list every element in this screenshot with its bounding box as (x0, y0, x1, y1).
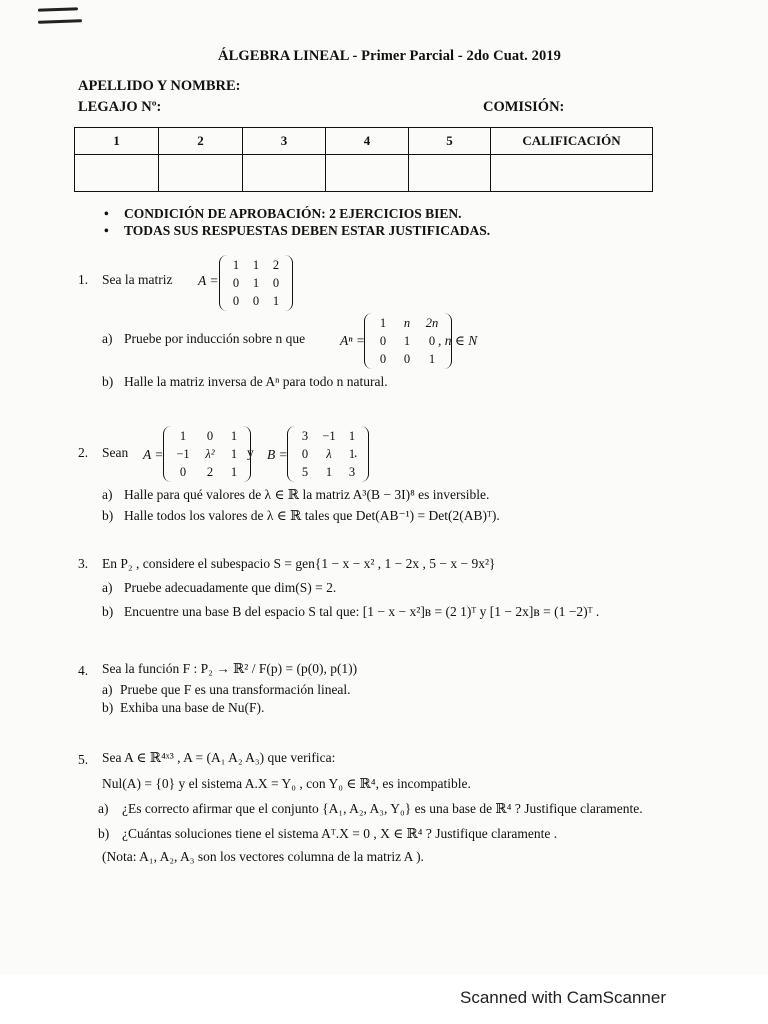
grade-header-4: 4 (326, 128, 409, 155)
exercise-5-note: (Nota: A₁, A₂, A₃ son los vectores columna de la matriz A ). (102, 849, 424, 864)
exercise-2-number: 2. (78, 445, 89, 460)
exercise-3a-label: a) (102, 580, 113, 595)
exercise-1-intro: Sea la matriz (102, 272, 173, 287)
exercise-1a-label: a) (102, 331, 113, 346)
exercise-4b-label: b) (102, 700, 114, 715)
exercise-2-dot: . (354, 445, 358, 460)
matrix-a-ex2: 1 0 1 −1 λ² 1 0 2 1 (163, 426, 251, 482)
exercise-5b-label: b) (98, 826, 110, 841)
score-cell-4 (326, 155, 409, 192)
exercise-1b-label: b) (102, 374, 114, 389)
matrix-a-power-n: 1 n 2n 0 1 0 0 0 1 (364, 313, 452, 369)
staple-mark (38, 7, 78, 11)
grade-table (74, 127, 653, 192)
staple-mark (38, 19, 82, 24)
grade-header-5: 5 (409, 128, 491, 155)
exercise-3a-text: Pruebe adecuadamente que dim(S) = 2. (124, 580, 337, 595)
exercise-2-connector: y (247, 445, 254, 460)
exercise-4a-label: a) (102, 682, 113, 697)
exercise-3b-text: Encuentre una base B del espacio S tal que: [1 − x − x²]ʙ = (2 1)ᵀ y [1 − 2x]ʙ = (1 −2)ᵀ . (124, 604, 600, 619)
apellido-label: APELLIDO Y NOMBRE: (78, 78, 241, 94)
grade-header-3: 3 (243, 128, 326, 155)
exercise-4-number: 4. (78, 663, 89, 678)
grade-table-header-row (75, 128, 653, 155)
comision-label: COMISIÓN: (483, 99, 565, 115)
camscanner-watermark: Scanned with CamScanner (460, 988, 667, 1007)
exam-title: ÁLGEBRA LINEAL - Primer Parcial - 2do Cuat. 2019 (218, 48, 562, 64)
exercise-2a-label: a) (102, 487, 113, 502)
exercise-2b-text: Halle todos los valores de λ ∈ ℝ tales que Det(AB⁻¹) = Det(2(AB)ᵀ). (124, 508, 500, 523)
exercise-1a-matrix-label: Aⁿ = (340, 333, 365, 348)
exercise-5-line2: Nul(A) = {0} y el sistema A.X = Y₀ , con Y₀ ∈ ℝ⁴, es incompatible. (102, 776, 471, 791)
exercise-4a-text: Pruebe que F es una transformación lineal. (120, 682, 351, 697)
score-cell-calificacion (491, 155, 653, 192)
score-cell-3 (243, 155, 326, 192)
grade-header-2: 2 (159, 128, 243, 155)
exercise-1-matrix-label: A = (198, 273, 219, 288)
condition-item: • CONDICIÓN DE APROBACIÓN: 2 EJERCICIOS BIEN. (104, 205, 490, 222)
exercise-2-matrix-b-label: B = (267, 447, 288, 462)
exercise-1-number: 1. (78, 272, 89, 287)
exercise-2-intro: Sean (102, 445, 129, 460)
legajo-label: LEGAJO Nº: (78, 99, 162, 115)
exercise-5a-label: a) (98, 801, 109, 816)
condition-item: • TODAS SUS RESPUESTAS DEBEN ESTAR JUSTIFICADAS. (104, 222, 490, 239)
exercise-3b-label: b) (102, 604, 114, 619)
exercise-5a-text: ¿Es correcto afirmar que el conjunto {A₁, A₂, A₃, Y₀} es una base de ℝ⁴ ? Justifique claramente. (122, 801, 643, 816)
exercise-5b-text: ¿Cuántas soluciones tiene el sistema Aᵀ.X = 0 , X ∈ ℝ⁴ ? Justifique claramente . (122, 826, 558, 841)
exercise-1a-text: Pruebe por inducción sobre n que (124, 331, 306, 346)
exercise-3-number: 3. (78, 556, 89, 571)
score-cell-5 (409, 155, 491, 192)
exercise-4b-text: Exhiba una base de Nu(F). (120, 700, 265, 715)
exercise-1a-tail: , n ∈ N (438, 333, 478, 348)
exercise-2-matrix-a-label: A = (143, 447, 164, 462)
matrix-b-ex2: 3 −1 1 0 λ 1 5 1 3 (287, 426, 369, 482)
exercise-5-intro: Sea A ∈ ℝ⁴ˣ³ , A = (A₁ A₂ A₃) que verifica: (102, 750, 336, 765)
score-cell-1 (75, 155, 159, 192)
exercise-3-intro: En P₂ , considere el subespacio S = gen{1 − x − x² , 1 − 2x , 5 − x − 9x²} (102, 556, 496, 571)
exercise-5-number: 5. (78, 752, 89, 767)
grade-header-1: 1 (75, 128, 159, 155)
exercise-2b-label: b) (102, 508, 114, 523)
grade-header-calificacion: CALIFICACIÓN (491, 128, 653, 155)
conditions-list (104, 205, 490, 239)
grade-table-score-row (75, 155, 653, 192)
exercise-2a-text: Halle para qué valores de λ ∈ ℝ la matriz A³(B − 3I)⁸ es inversible. (124, 487, 490, 502)
matrix-a-ex1: 1 1 2 0 1 0 0 0 1 (219, 255, 293, 311)
exercise-1b-text: Halle la matriz inversa de Aⁿ para todo n natural. (124, 374, 388, 389)
score-cell-2 (159, 155, 243, 192)
exercise-4-intro: Sea la función F : P₂ → ℝ² / F(p) = (p(0), p(1)) (102, 661, 358, 676)
